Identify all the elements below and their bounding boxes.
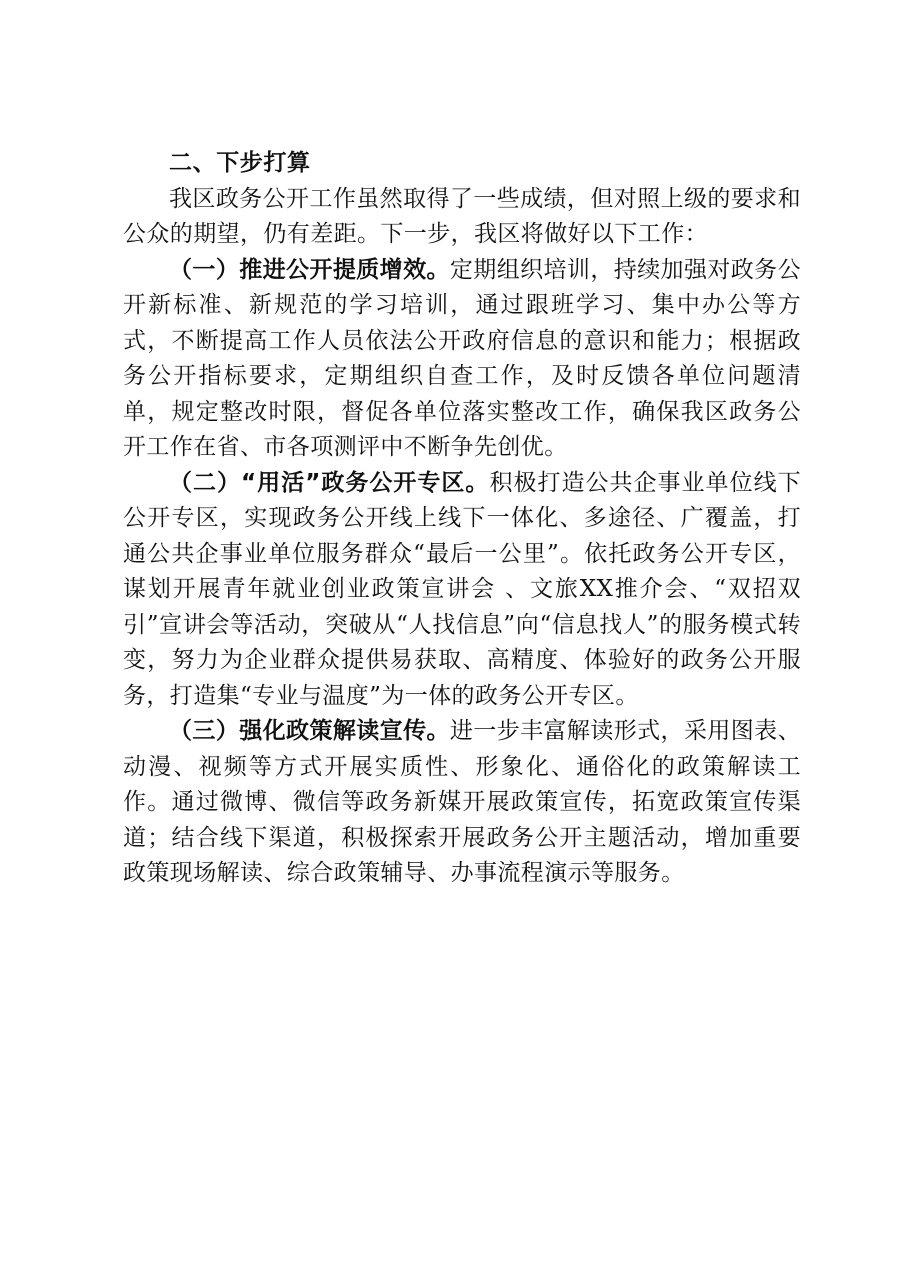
item-body-1: 定期组织培训，持续加强对政务公开新标准、新规范的学习培训，通过跟班学习、集中办公等方式，不断提高工作人员依法公开政府信息的意识和能力；根据政务公开指标要求，定期组织自查工作，及时反馈各单位问题清单，规定整改时限，督促各单位落实整改工作，确保我区政务公开工作在省、市各项测评中不断争先创优。	[123, 256, 801, 460]
item-lead-2: （二）“用活”政务公开专区。	[169, 469, 490, 496]
item-body-3: 进一步丰富解读形式，采用图表、动漫、视频等方式开展实质性、形象化、通俗化的政策解读工作。通过微博、微信等政务新媒开展政策宣传，拓宽政策宣传渠道；结合线下渠道，积极探索开展政务公开主题活动，增加重要政策现场解读、综合政策辅导、办事流程演示等服务。	[123, 718, 801, 886]
item-paragraph-3	[123, 714, 801, 892]
section-heading: 二、下步打算	[169, 150, 311, 176]
item-paragraph-2	[123, 466, 801, 715]
item-lead-1: （一）推进公开提质增效。	[169, 256, 450, 283]
item-lead-3: （三）强化政策解读宣传。	[169, 718, 450, 744]
intro-paragraph: 我区政务公开工作虽然取得了一些成绩，但对照上级的要求和公众的期望，仍有差距。下一步，我区将做好以下工作：	[123, 185, 801, 247]
item-body-2: 积极打造公共企事业单位线下公开专区，实现政务公开线上线下一体化、多途径、广覆盖，打通公共企事业单位服务群众“最后一公里”。依托政务公开专区，谋划开展青年就业创业政策宣讲会 、文旅XX推介会、“双招双引”宣讲会等活动，突破从“人找信息”向“信息找人”的服务模式转变，努力为企业群众提供易获取、高精度、体验好的政务公开服务，打造集“专业与温度”为一体的政务公开专区。	[123, 469, 802, 709]
document-body	[123, 146, 801, 892]
item-paragraph-1	[123, 253, 801, 466]
